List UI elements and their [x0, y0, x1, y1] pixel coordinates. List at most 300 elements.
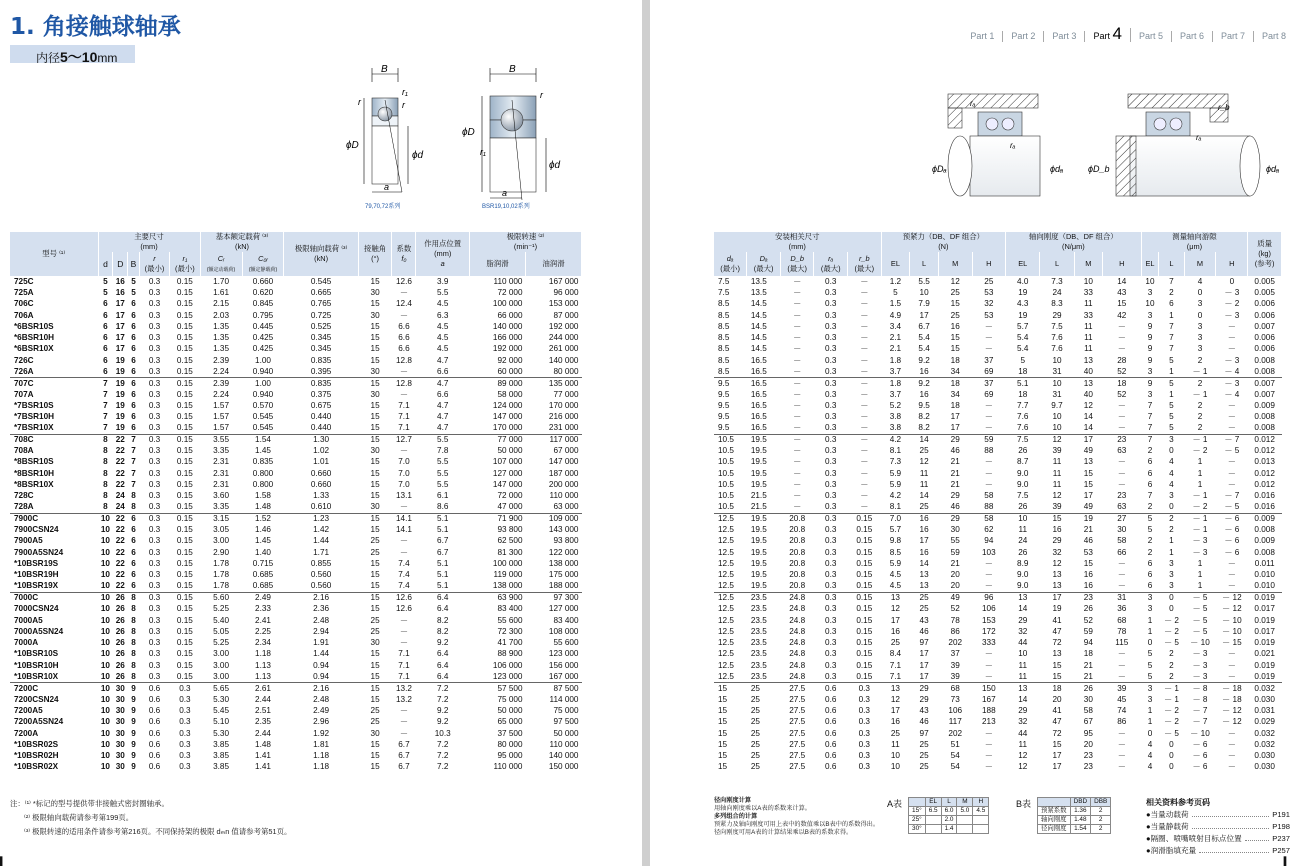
table-cell: 0.3 — [825, 423, 837, 433]
table-cell: 15 — [370, 333, 380, 343]
table-cell: 4.5 — [437, 321, 449, 331]
table-cell: 8 — [131, 660, 136, 670]
table-cell: 8.2 — [918, 423, 930, 433]
table-cell: 0.425 — [252, 344, 274, 354]
table-cell: 0.940 — [252, 366, 274, 376]
table-cell: 8 — [131, 638, 136, 648]
table-cell: 15 — [370, 400, 380, 410]
svg-text:ϕDₐ: ϕDₐ — [932, 164, 947, 174]
table-row — [714, 536, 1282, 547]
table-cell: 24.8 — [789, 649, 806, 659]
table-cell: 10.5 — [718, 479, 734, 489]
model-cell: 726C — [14, 355, 34, 365]
table-cell: 20.8 — [789, 525, 806, 535]
table-cell: 7.2 — [437, 762, 449, 772]
table-cell: 3 — [1169, 581, 1174, 591]
part-link-6[interactable]: Part 6 — [1172, 31, 1213, 42]
table-cell: 12.5 — [718, 638, 734, 648]
table-cell: 34 — [950, 366, 960, 376]
table-cell: － — [793, 287, 802, 297]
table-cell: 16 — [910, 513, 939, 524]
table-cell: 0.3 — [148, 457, 161, 467]
table-row — [714, 378, 1282, 389]
table-cell: － 5 — [1184, 592, 1216, 603]
table-cell: 0.3 — [825, 615, 837, 625]
table-cell: 26 — [115, 604, 125, 614]
table-cell: － — [793, 400, 802, 410]
table-cell: 5.7 — [889, 525, 902, 535]
table-cell: 63 900 — [470, 592, 526, 603]
table-cell: 29 — [1052, 310, 1062, 320]
table-cell: 3 — [1197, 321, 1203, 331]
table-cell: － 3 — [1192, 649, 1208, 659]
table-cell: － 5 — [1224, 502, 1240, 512]
table-cell: 3.00 — [213, 649, 230, 659]
table-cell: 17 — [890, 705, 900, 715]
model-cell: *8BSR10H — [14, 468, 55, 478]
table-cell: 8 — [131, 604, 136, 614]
table-cell: 0 — [1169, 739, 1174, 749]
table-cell: － — [1117, 479, 1126, 489]
model-cell: 725A — [14, 287, 34, 297]
table-cell: 10 — [1052, 412, 1062, 422]
table-cell: 3 — [1197, 299, 1203, 309]
table-cell: － — [984, 762, 993, 772]
table-cell: 20.8 — [789, 570, 806, 580]
table-cell: 5 — [1169, 400, 1174, 410]
table-cell: 9.2 — [437, 638, 449, 648]
table-cell: 9 — [131, 728, 136, 738]
table-cell: 3 — [1147, 694, 1153, 704]
table-cell: 6.4 — [437, 649, 449, 659]
table-cell: 2.1 — [889, 333, 902, 343]
table-cell: 1.23 — [284, 513, 358, 524]
table-cell: 7.3 — [889, 457, 902, 467]
table-cell: 5.1 — [416, 513, 470, 524]
table-cell: 96 — [972, 592, 1006, 603]
table-cell: 67 000 — [553, 446, 579, 456]
table-cell: 24 — [1052, 287, 1062, 297]
table-cell: 15 — [370, 423, 380, 433]
table-cell: 66 — [1117, 547, 1127, 557]
table-cell: 29 — [1018, 615, 1028, 625]
table-cell: － — [1117, 739, 1126, 749]
table-cell: 1.41 — [255, 751, 271, 761]
table-cell: 106 000 — [492, 660, 523, 670]
table-cell: 0.3 — [825, 502, 837, 512]
table-cell: 0.3 — [179, 762, 191, 772]
table-cell: 0.15 — [176, 423, 193, 433]
table-cell: － — [793, 366, 802, 376]
table-cell: 30 — [370, 287, 380, 297]
table-cell: 13 — [1083, 457, 1093, 467]
leader-dots — [1199, 845, 1269, 853]
table-cell: 9 — [1147, 321, 1153, 331]
table-cell: 6.6 — [437, 389, 449, 399]
table-row — [10, 434, 582, 445]
table-cell: － — [984, 660, 993, 670]
table-cell: 0.3 — [179, 705, 191, 715]
table-cell: 19 — [115, 355, 125, 365]
table-cell: 9 — [1147, 344, 1153, 354]
table-b: B表 DBD DBB 预紧系数 1.36 2 轴向刚度 1.48 2 径向刚度 1.54 2 — [1016, 797, 1111, 834]
table-cell: 2.24 — [213, 366, 230, 376]
table-cell: 22 — [115, 536, 125, 546]
table-cell: 6 — [1147, 581, 1153, 591]
table-cell: 9 — [131, 739, 136, 749]
table-cell: 0.6 — [825, 762, 837, 772]
table-cell: － — [793, 479, 802, 489]
table-cell: 0.6 — [148, 762, 161, 772]
table-cell: 2.36 — [313, 604, 330, 614]
table-cell: 74 — [1117, 705, 1127, 715]
table-cell: 0.3 — [858, 694, 870, 704]
table-cell: 7 — [1147, 400, 1153, 410]
table-cell: 8 — [131, 615, 136, 625]
table-cell: 7 — [1169, 344, 1174, 354]
mini-cell: 1.4 — [941, 825, 957, 834]
table-cell: 1.5 — [889, 299, 902, 309]
table-cell: 3 — [1141, 592, 1159, 603]
model-cell: *10BSR19S — [14, 559, 59, 569]
table-cell: 69 — [984, 366, 994, 376]
table-cell: 10 — [1018, 649, 1028, 659]
table-row — [10, 445, 582, 456]
table-cell: － — [793, 276, 802, 286]
table-cell: 2.34 — [255, 638, 271, 648]
table-cell: 30 — [115, 728, 125, 738]
table-cell: － — [984, 479, 993, 489]
table-cell: 19 — [115, 366, 125, 376]
table-cell: 0.006 — [1254, 344, 1275, 354]
table-cell: 0.15 — [176, 276, 193, 286]
table-cell: 2.41 — [255, 615, 271, 625]
model-cell: *10BSR02S — [14, 739, 59, 749]
table-row — [10, 649, 582, 660]
table-cell: － — [1117, 412, 1126, 422]
table-cell: 6 — [1169, 299, 1174, 309]
table-cell: 1.2 — [889, 276, 902, 286]
table-cell: 0.545 — [252, 423, 274, 433]
table-cell: 10 — [100, 751, 110, 761]
svg-text:a: a — [502, 188, 508, 198]
table-cell: 17 — [115, 333, 125, 343]
table-cell: － 3 — [1224, 310, 1240, 320]
table-cell: 0.685 — [252, 570, 274, 580]
table-cell: 0.795 — [252, 310, 274, 320]
table-cell: 117 000 — [526, 434, 582, 445]
table-cell: 3 — [1159, 434, 1184, 445]
table-cell: 59 — [972, 434, 1006, 445]
table-cell: 30 — [370, 728, 380, 738]
table-cell: 6 — [131, 366, 136, 376]
table-cell: 15 — [370, 479, 380, 489]
table-cell: 0.3 — [858, 751, 870, 761]
table-cell: 32 — [984, 299, 994, 309]
reference-item[interactable] — [1146, 845, 1290, 857]
reference-item[interactable] — [1146, 821, 1290, 833]
table-cell: 6.7 — [437, 547, 449, 557]
table-cell: 0.660 — [310, 479, 332, 489]
table-cell: 44 — [1018, 638, 1028, 648]
table-cell: 1 — [1197, 581, 1203, 591]
table-cell: 0.6 — [139, 683, 169, 694]
model-cell: 7200A5SN24 — [14, 717, 64, 727]
table-cell: 167 — [981, 694, 996, 704]
table-cell: － 15 — [1222, 638, 1242, 648]
table-cell: 3.15 — [200, 513, 242, 524]
table-cell: 0.940 — [252, 389, 274, 399]
table-cell: 31 — [1052, 366, 1062, 376]
reference-page: P257 — [1272, 846, 1290, 855]
table-cell: 10 — [100, 547, 110, 557]
mini-header: L — [941, 798, 957, 807]
table-cell: 83 400 — [553, 615, 579, 625]
table-cell: 0.15 — [176, 321, 193, 331]
table-cell: 51 — [950, 739, 960, 749]
table-cell: 0.15 — [856, 536, 873, 546]
table-cell: 11 — [919, 468, 929, 478]
table-cell: － — [860, 468, 869, 478]
table-cell: 18 — [1018, 366, 1028, 376]
table-cell: 187 000 — [548, 468, 579, 478]
reference-item[interactable] — [1146, 809, 1290, 821]
table-cell: 3 — [1169, 559, 1174, 569]
table-row — [714, 638, 1282, 649]
table-row — [714, 513, 1282, 524]
table-row — [714, 649, 1282, 660]
table-cell: 6 — [103, 344, 108, 354]
table-cell: 0.15 — [176, 525, 193, 535]
table-cell: 14 — [910, 434, 939, 445]
table-cell: 6.7 — [398, 762, 410, 772]
table-cell: 7.1 — [398, 400, 410, 410]
table-cell: 17 — [115, 344, 125, 354]
reference-item[interactable] — [1146, 833, 1290, 845]
table-cell: 25 — [919, 604, 929, 614]
table-cell: 30 — [115, 694, 125, 704]
table-cell: 7 — [103, 412, 108, 422]
table-cell: 10.5 — [718, 446, 734, 456]
table-cell: 30 — [115, 717, 125, 727]
model-cell: *10BSR19X — [14, 581, 59, 591]
part-link-4-current[interactable]: Part 4 — [1085, 28, 1131, 42]
page-title: 1. 角接触球轴承 — [10, 14, 181, 40]
table-cell: 13.2 — [392, 683, 416, 694]
table-cell: － — [399, 626, 409, 636]
table-cell: 12.5 — [718, 615, 734, 625]
table-cell: － 5 — [1224, 446, 1240, 456]
part-link-1[interactable]: Part 1 — [962, 31, 1003, 42]
table-row — [10, 536, 582, 547]
table-cell: 6 — [131, 525, 136, 535]
part-link-7[interactable]: Part 7 — [1213, 31, 1254, 42]
footnotes: 注：⁽¹⁾ *标记的型号提供带非接触式密封圈轴承。 ⁽²⁾ 极限轴向载荷请参考第199页。 ⁽³⁾ 极限转速的适用条件请参考第216页。不同保持架的极限 dₘn 值请参考第51页。 — [10, 799, 292, 836]
page-gutter — [642, 0, 650, 866]
table-cell: 0.3 — [814, 592, 848, 603]
table-cell: － 10 — [1222, 615, 1242, 625]
table-cell: － 12 — [1222, 717, 1242, 727]
table-cell: 5 — [131, 276, 136, 286]
table-cell: 3.85 — [213, 751, 230, 761]
table-row — [714, 468, 1282, 479]
model-cell: 7000C — [10, 592, 98, 603]
table-cell: 7.1 — [398, 412, 410, 422]
table-cell: － — [1227, 751, 1236, 761]
table-cell: 0 — [1169, 762, 1174, 772]
table-cell: 7.1 — [398, 660, 410, 670]
svg-text:ϕD: ϕD — [346, 140, 359, 151]
table-row — [10, 491, 582, 502]
table-cell: 0.3 — [148, 366, 161, 376]
table-cell: 11 — [1052, 457, 1062, 467]
table-cell: － 10 — [1190, 728, 1210, 738]
table-cell: 9.5 — [918, 400, 930, 410]
table-cell: 13.5 — [750, 276, 767, 286]
table-cell: 0.032 — [1254, 728, 1275, 738]
table-cell: 12.5 — [718, 649, 734, 659]
table-cell: 68 — [938, 683, 972, 694]
table-cell: － — [860, 333, 869, 343]
table-cell: 8.4 — [889, 649, 902, 659]
table-cell: 58 — [972, 513, 1006, 524]
table-cell: 103 — [981, 547, 996, 557]
part-link-2[interactable]: Part 2 — [1003, 31, 1044, 42]
col-limit-axial: 极限轴向载荷 ⁽³⁾ (kN) — [284, 232, 358, 276]
table-cell: 0.15 — [170, 378, 200, 389]
table-cell: 7.5 — [1051, 321, 1063, 331]
table-cell: 6 — [131, 536, 136, 546]
table-cell: 88 900 — [497, 649, 523, 659]
table-cell: 1.35 — [213, 333, 230, 343]
table-cell: 29 — [950, 491, 960, 501]
table-cell: － 7 — [1192, 717, 1208, 727]
table-cell: － — [984, 344, 993, 354]
part-link-5[interactable]: Part 5 — [1131, 31, 1172, 42]
table-cell: 1 — [1147, 615, 1153, 625]
table-cell: 3 — [1169, 491, 1174, 501]
table-cell: 39 — [950, 671, 960, 681]
table-cell: 17 — [950, 412, 960, 422]
table-cell: 7 — [98, 378, 113, 389]
table-cell: 0.15 — [848, 592, 882, 603]
table-cell: 0.545 — [252, 412, 274, 422]
table-cell: － — [984, 728, 993, 738]
table-cell: 30 — [115, 751, 125, 761]
table-cell: 24.8 — [789, 638, 806, 648]
part-link-8[interactable]: Part 8 — [1261, 31, 1286, 41]
table-cell: 0.15 — [176, 570, 193, 580]
table-cell: 7 — [1147, 423, 1153, 433]
table-cell: 170 000 — [492, 423, 523, 433]
table-cell: 0.3 — [148, 502, 161, 512]
table-cell: 9.8 — [889, 536, 902, 546]
model-cell: *7BSR10X — [14, 423, 54, 433]
mini-cell: 6.5 — [925, 807, 941, 816]
table-cell: 0.675 — [310, 400, 332, 410]
table-cell: 1.78 — [213, 581, 230, 591]
table-cell: 46 — [919, 717, 929, 727]
table-cell: 10 — [100, 536, 110, 546]
table-cell: 0.3 — [825, 321, 837, 331]
table-cell: 25 — [750, 694, 760, 704]
table-cell: 5.1 — [437, 525, 449, 535]
right-table-body — [714, 276, 1282, 773]
table-cell: 14 — [919, 491, 929, 501]
table-cell: 72 000 — [497, 287, 523, 297]
part-link-3[interactable]: Part 3 — [1044, 31, 1085, 42]
table-cell: 0.835 — [284, 378, 358, 389]
table-cell: 6 — [131, 321, 136, 331]
table-cell: 15 — [358, 683, 392, 694]
table-cell: － 2 — [1163, 705, 1179, 715]
table-cell: － — [399, 615, 409, 625]
table-cell: － — [1227, 321, 1236, 331]
table-cell: 50 000 — [553, 728, 579, 738]
table-row — [10, 332, 582, 343]
table-cell: 22 — [115, 457, 125, 467]
table-cell: 0.007 — [1254, 389, 1275, 399]
table-cell: 0.15 — [176, 559, 193, 569]
table-cell: 5 — [1169, 412, 1174, 422]
part-navigation — [962, 24, 1286, 43]
table-cell: 12.6 — [395, 276, 412, 286]
table-cell: － — [399, 536, 409, 546]
table-cell: 39 — [1052, 502, 1062, 512]
table-cell: 8.2 — [437, 626, 449, 636]
table-cell: 97 500 — [553, 717, 579, 727]
table-cell: 3 — [1197, 333, 1203, 343]
table-cell: 15 — [358, 513, 392, 524]
table-cell: 7.6 — [1017, 423, 1029, 433]
table-cell: 5.9 — [889, 479, 902, 489]
table-cell: 23 — [1083, 762, 1093, 772]
table-row — [10, 423, 582, 434]
table-cell: 4.5 — [437, 344, 449, 354]
table-cell: 188 000 — [548, 581, 579, 591]
table-cell: 9 — [1141, 378, 1159, 389]
table-cell: 6 — [131, 423, 136, 433]
model-cell: 707A — [14, 389, 34, 399]
table-cell: 6 — [1147, 559, 1153, 569]
model-cell: *10BSR10H — [14, 660, 59, 670]
table-cell: 16 — [115, 287, 125, 297]
table-cell: 25 — [950, 310, 960, 320]
table-cell: 8.2 — [437, 615, 449, 625]
table-cell: － — [1227, 457, 1236, 467]
table-cell: 15 — [718, 728, 728, 738]
table-cell: 50 000 — [497, 446, 523, 456]
table-cell: 9.5 — [714, 378, 747, 389]
table-cell: 0.425 — [252, 333, 274, 343]
table-cell: 15 — [950, 333, 960, 343]
table-cell: 2 — [1169, 287, 1174, 297]
table-cell: 0.007 — [1254, 321, 1275, 331]
table-cell: 4.7 — [437, 423, 449, 433]
table-cell: － 18 — [1222, 694, 1242, 704]
table-row — [714, 750, 1282, 761]
table-cell: 5 — [103, 287, 108, 297]
table-cell: 106 — [981, 604, 996, 614]
table-cell: 119 000 — [493, 570, 523, 580]
table-cell: 0.3 — [148, 333, 161, 343]
table-cell: 5.5 — [918, 276, 930, 286]
table-cell: 3 — [1147, 389, 1153, 399]
table-cell: 15 — [370, 344, 380, 354]
table-cell: 15 — [358, 378, 392, 389]
table-cell: 27.5 — [780, 683, 814, 694]
table-cell: 27.5 — [789, 751, 806, 761]
